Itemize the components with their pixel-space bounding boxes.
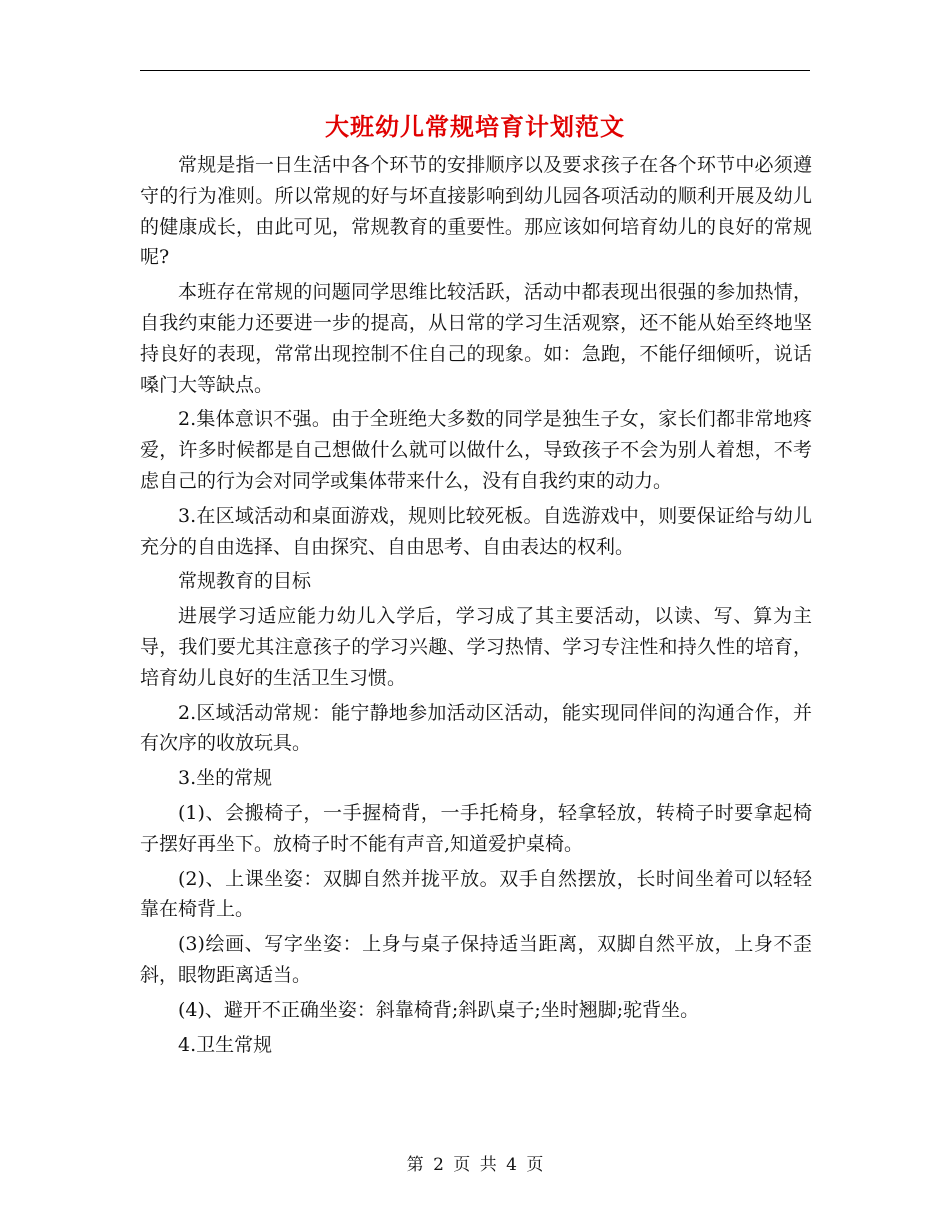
list-item-chair-handling: (1)、会搬椅子，一手握椅背，一手托椅身，轻拿轻放，转椅子时要拿起椅子摆好再坐下。放椅子时不能有声音,知道爱护桌椅。 <box>140 801 812 855</box>
section-heading-sitting: 3.坐的常规 <box>178 767 273 790</box>
page-number: 第 2 页 共 4 页 <box>406 1155 544 1175</box>
paragraph-problems: 本班存在常规的问题同学思维比较活跃，活动中都表现出很强的参加热情，自我约束能力还要进一步的提高，从日常的学习生活观察，还不能从始至终地坚持良好的表现，常常出现控制不住自己的现象。如：急跑，不能仔细倾听，说话嗓门大等缺点。 <box>140 281 812 396</box>
section-heading-goals: 常规教育的目标 <box>178 570 312 593</box>
list-item-avoid-posture: (4)、避开不正确坐姿：斜靠椅背;斜趴桌子;坐时翘脚;驼背坐。 <box>178 998 700 1021</box>
paragraph-collective-awareness: 2.集体意识不强。由于全班绝大多数的同学是独生子女，家长们都非常地疼爱，许多时候都是自己想做什么就可以做什么，导致孩子不会为别人着想，不考虑自己的行为会对同学或集体带来什么，没有自我约束的动力。 <box>140 408 812 492</box>
paragraph-area-routine: 2.区域活动常规：能宁静地参加活动区活动，能实现同伴间的沟通合作，并有次序的收放玩具。 <box>140 701 812 755</box>
section-heading-hygiene: 4.卫生常规 <box>178 1033 273 1056</box>
paragraph-intro: 常规是指一日生活中各个环节的安排顺序以及要求孩子在各个环节中必须遵守的行为准则。所以常规的好与坏直接影响到幼儿园各项活动的顺利开展及幼儿的健康成长，由此可见，常规教育的重要性。那应该如何培育幼儿的良好的常规呢? <box>140 154 812 269</box>
header-rule <box>140 70 810 71</box>
list-item-writing-posture: (3)绘画、写字坐姿：上身与桌子保持适当距离，双脚自然平放，上身不歪斜，眼物距离适当。 <box>140 933 812 986</box>
list-item-class-posture: (2)、上课坐姿：双脚自然并拢平放。双手自然摆放，长时间坐着可以轻轻靠在椅背上。 <box>140 867 812 921</box>
document-body <box>140 150 812 1064</box>
paragraph-area-activities: 3.在区域活动和桌面游戏，规则比较死板。自选游戏中，则要保证给与幼儿充分的自由选择、自由探究、自由思考、自由表达的权利。 <box>140 504 812 558</box>
paragraph-learning-adaptation: 进展学习适应能力幼儿入学后，学习成了其主要活动，以读、写、算为主导，我们要尤其注意孩子的学习兴趣、学习热情、学习专注性和持久性的培育，培育幼儿良好的生活卫生习惯。 <box>140 605 812 689</box>
document-title: 大班幼儿常规培育计划范文 <box>325 112 625 141</box>
